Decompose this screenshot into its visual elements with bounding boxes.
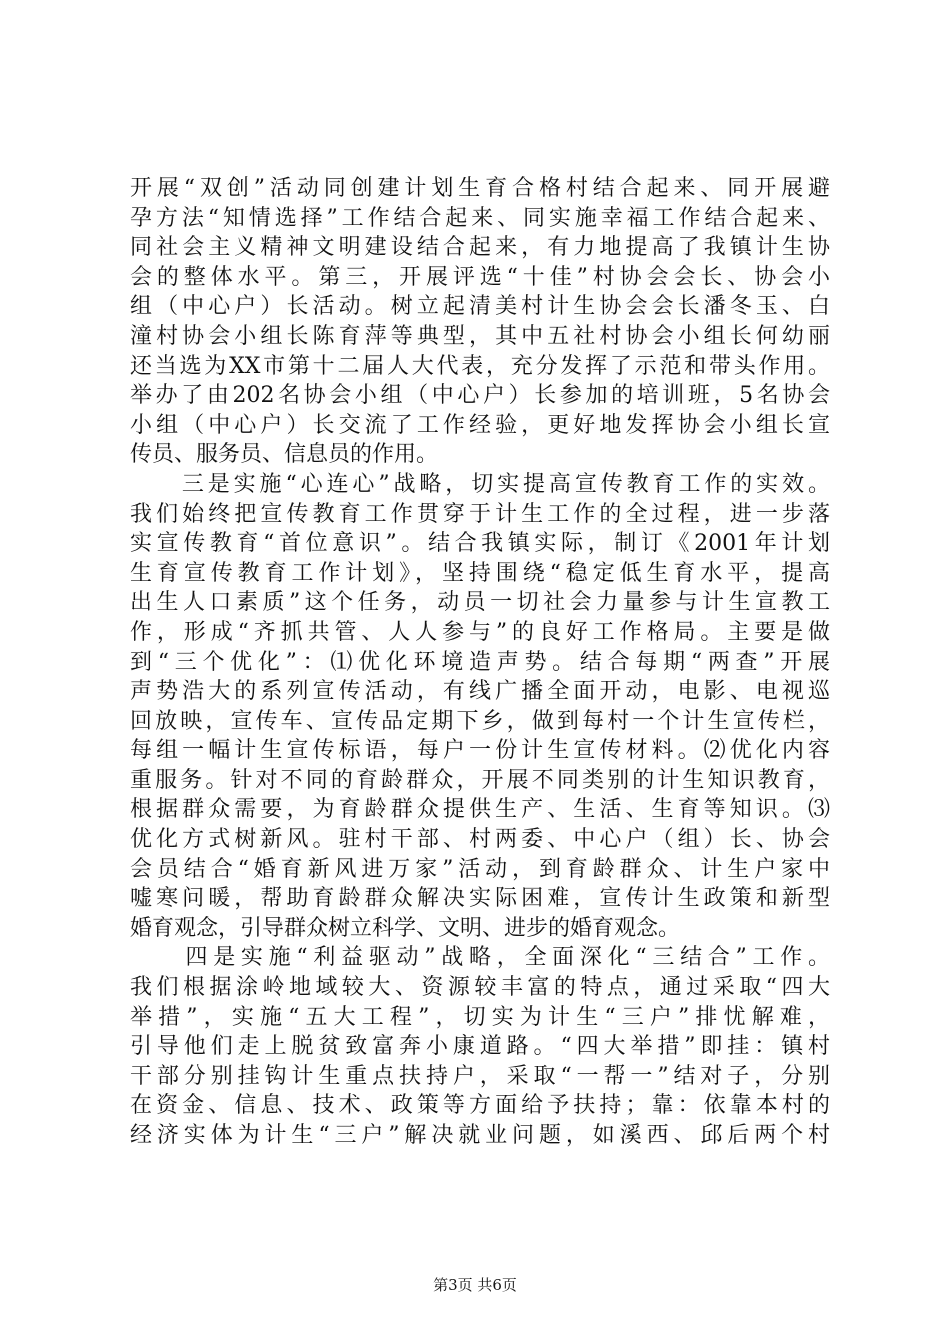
page-footer: 第3页 共6页 — [433, 1276, 517, 1294]
text-line: 传员、服务员、信息员的作用。 — [130, 442, 439, 468]
text-line: 引导他们走上脱贫致富奔小康道路。“四大举措”即挂：镇村 — [130, 1034, 830, 1060]
text-line: 在资金、信息、技术、政策等方面给予扶持；靠：依靠本村的 — [130, 1093, 830, 1119]
text-line: 实宣传教育“首位意识”。结合我镇实际，制订《2001年计划 — [130, 531, 830, 557]
text-line: 到“三个优化”：⑴优化环境造声势。结合每期“两查”开展 — [130, 649, 830, 675]
text-line: 组（中心户）长活动。树立起清美村计生协会会长潘冬玉、白 — [130, 294, 830, 320]
text-line: 孕方法“知情选择”工作结合起来、同实施幸福工作结合起来、 — [130, 205, 830, 231]
text-line: 举措”，实施“五大工程”，切实为计生“三户”排忧解难， — [130, 1004, 830, 1030]
text-line: 声势浩大的系列宣传活动，有线广播全面开动，电影、电视巡 — [130, 679, 830, 705]
text-line: 回放映，宣传车、宣传品定期下乡，做到每村一个计生宣传栏， — [130, 708, 830, 734]
text-line: 会员结合“婚育新风进万家”活动，到育龄群众、计生户家中 — [130, 856, 830, 882]
text-line: 婚育观念，引导群众树立科学、文明、进步的婚育观念。 — [130, 915, 681, 941]
text-line: 每组一幅计生宣传标语，每户一份计生宣传材料。⑵优化内容 — [130, 738, 830, 764]
text-line: 潼村协会小组长陈育萍等典型，其中五社村协会小组长何幼丽 — [130, 323, 830, 349]
text-line: 还当选为XX市第十二届人大代表，充分发挥了示范和带头作用。 — [130, 353, 830, 379]
text-line: 小组（中心户）长交流了工作经验，更好地发挥协会小组长宣 — [130, 412, 830, 438]
text-line: 四是实施“利益驱动”战略，全面深化“三结合”工作。 — [130, 945, 830, 971]
text-line: 我们始终把宣传教育工作贯穿于计生工作的全过程，进一步落 — [130, 501, 830, 527]
text-line: 出生人口素质”这个任务，动员一切社会力量参与计生宣教工 — [130, 590, 830, 616]
document-body — [130, 174, 830, 1151]
text-line: 开展“双创”活动同创建计划生育合格村结合起来、同开展避 — [130, 176, 830, 201]
text-line: 优化方式树新风。驻村干部、村两委、中心户（组）长、协会 — [130, 827, 830, 853]
text-line: 重服务。针对不同的育龄群众，开展不同类别的计生知识教育， — [130, 767, 830, 793]
text-line: 嘘寒问暖，帮助育龄群众解决实际困难，宣传计生政策和新型 — [130, 886, 830, 912]
text-line: 会的整体水平。第三，开展评选“十佳”村协会会长、协会小 — [130, 264, 830, 290]
text-line: 举办了由202名协会小组（中心户）长参加的培训班，5名协会 — [130, 383, 830, 409]
text-line: 根据群众需要，为育龄群众提供生产、生活、生育等知识。⑶ — [130, 797, 830, 823]
text-line: 我们根据涂岭地域较大、资源较丰富的特点，通过采取“四大 — [130, 975, 830, 1001]
text-line: 干部分别挂钩计生重点扶持户，采取“一帮一”结对子，分别 — [130, 1063, 830, 1089]
text-line: 生育宣传教育工作计划》，坚持围绕“稳定低生育水平，提高 — [130, 560, 830, 586]
text-line: 经济实体为计生“三户”解决就业问题，如溪西、邱后两个村 — [130, 1123, 830, 1148]
text-line: 三是实施“心连心”战略，切实提高宣传教育工作的实效。 — [130, 471, 830, 497]
text-line: 作，形成“齐抓共管、人人参与”的良好工作格局。主要是做 — [130, 619, 830, 645]
text-line: 同社会主义精神文明建设结合起来，有力地提高了我镇计生协 — [130, 235, 830, 261]
